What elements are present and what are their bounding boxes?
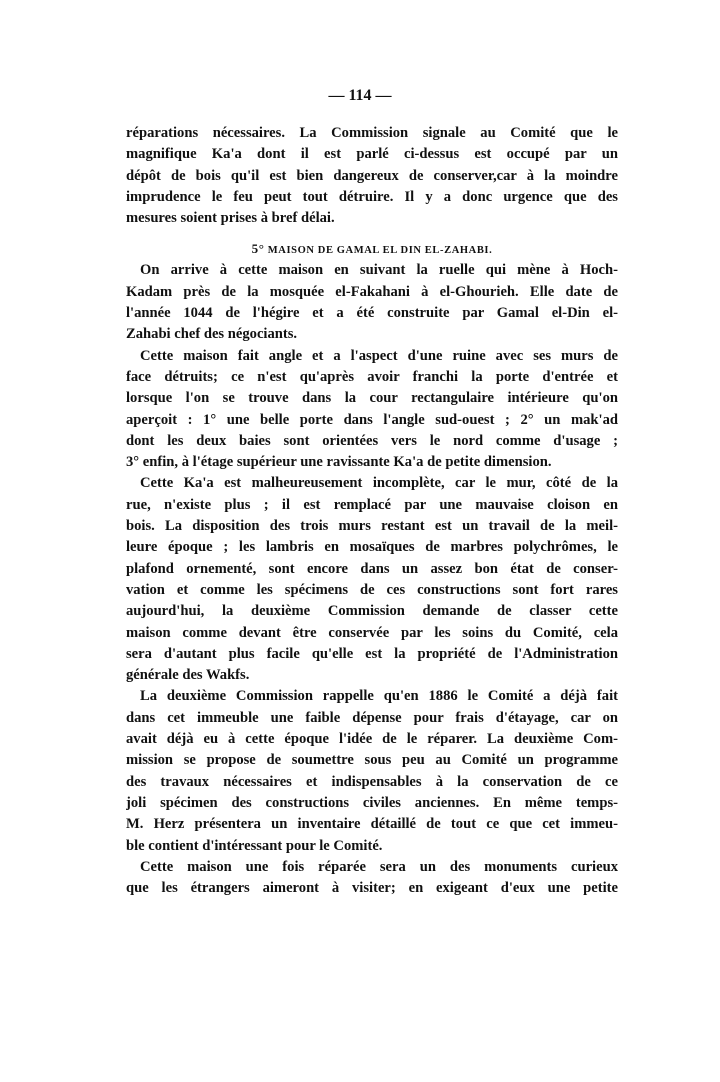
text-line: vation et comme les spécimens de ces constructions sont fort rares xyxy=(126,581,618,598)
paragraph xyxy=(126,473,618,686)
paragraph xyxy=(126,346,618,474)
text-line: dont les deux baies sont orientées vers le nord comme d'usage ; xyxy=(126,432,618,449)
text-line: Zahabi chef des négociants. xyxy=(126,326,298,343)
text-line: leure époque ; les lambris en mosaïques de marbres polychrômes, le xyxy=(126,539,618,556)
text-line: dépôt de bois qu'il est bien dangereux de conserver,car à la moindre xyxy=(126,167,618,184)
text-line: On arrive à cette maison en suivant la ruelle qui mène à Hoch- xyxy=(140,262,618,279)
page-number: — 114 — xyxy=(328,87,392,104)
text-line: des travaux nécessaires et indispensables à la conservation de ce xyxy=(126,773,618,790)
text-line: plafond ornementé, sont encore dans un assez bon état de conser- xyxy=(126,560,618,577)
text-line: aujourd'hui, la deuxième Commission demande de classer cette xyxy=(126,603,618,620)
text-line: Kadam près de la mosquée el-Fakahani à el-Ghourieh. Elle date de xyxy=(126,283,618,300)
page-body xyxy=(126,123,618,899)
paragraph xyxy=(126,260,618,345)
text-line: maison comme devant être conservée par les soins du Comité, cela xyxy=(126,624,618,641)
text-line: joli spécimen des constructions civiles anciennes. En même temps- xyxy=(126,794,618,811)
text-line: avait déjà eu à cette époque l'idée de le réparer. La deuxième Com- xyxy=(126,731,618,748)
section-number: 5° xyxy=(251,241,265,257)
text-line: Cette Ka'a est malheureusement incomplète, car le mur, côté de la xyxy=(140,475,618,492)
text-line: imprudence le feu peut tout détruire. Il y a donc urgence que des xyxy=(126,188,618,205)
text-line: mesures soient prises à bref délai. xyxy=(126,210,335,227)
text-line: mission se propose de soumettre sous peu au Comité un programme xyxy=(126,752,618,769)
text-line: face détruits; ce n'est qu'après avoir franchi la porte d'entrée et xyxy=(126,368,618,385)
text-line: générale des Wakfs. xyxy=(126,667,250,684)
text-line: Cette maison une fois réparée sera un des monuments curieux xyxy=(140,858,618,875)
paragraph xyxy=(126,123,618,229)
text-line: M. Herz présentera un inventaire détaillé de tout ce que cet immeu- xyxy=(126,816,618,833)
text-line: bois. La disposition des trois murs restant est un travail de la meil- xyxy=(126,518,618,535)
text-line: La deuxième Commission rappelle qu'en 1886 le Comité a déjà fait xyxy=(140,688,618,705)
paragraph xyxy=(126,686,618,856)
text-line: sera d'autant plus facile qu'elle est la propriété de l'Administration xyxy=(126,645,618,662)
text-line: magnifique Ka'a dont il est parlé ci-dessus est occupé par un xyxy=(126,146,618,163)
text-line: Cette maison fait angle et a l'aspect d'une ruine avec ses murs de xyxy=(140,347,618,364)
text-line: que les étrangers aimeront à visiter; en exigeant d'eux une petite xyxy=(126,880,618,897)
text-line: l'année 1044 de l'hégire et a été construite par Gamal el-Din el- xyxy=(126,305,618,322)
text-line: rue, n'existe plus ; il est remplacé par une mauvaise cloison en xyxy=(126,496,618,513)
text-line: 3° enfin, à l'étage supérieur une ravissante Ka'a de petite dimension. xyxy=(126,454,552,471)
text-line: lorsque l'on se trouve dans la cour rectangulaire intérieure qu'on xyxy=(126,390,618,407)
section-heading xyxy=(126,238,618,259)
text-line: aperçoit : 1° une belle porte dans l'angle sud-ouest ; 2° un mak'ad xyxy=(126,411,618,428)
text-line: ble contient d'intéressant pour le Comité. xyxy=(126,837,383,854)
text-line: dans cet immeuble une faible dépense pour frais d'étayage, car on xyxy=(126,709,618,726)
section-title: MAISON DE GAMAL EL DIN EL-ZAHABI. xyxy=(267,245,493,257)
text-line: réparations nécessaires. La Commission signale au Comité que le xyxy=(126,125,618,141)
paragraph xyxy=(126,857,618,900)
